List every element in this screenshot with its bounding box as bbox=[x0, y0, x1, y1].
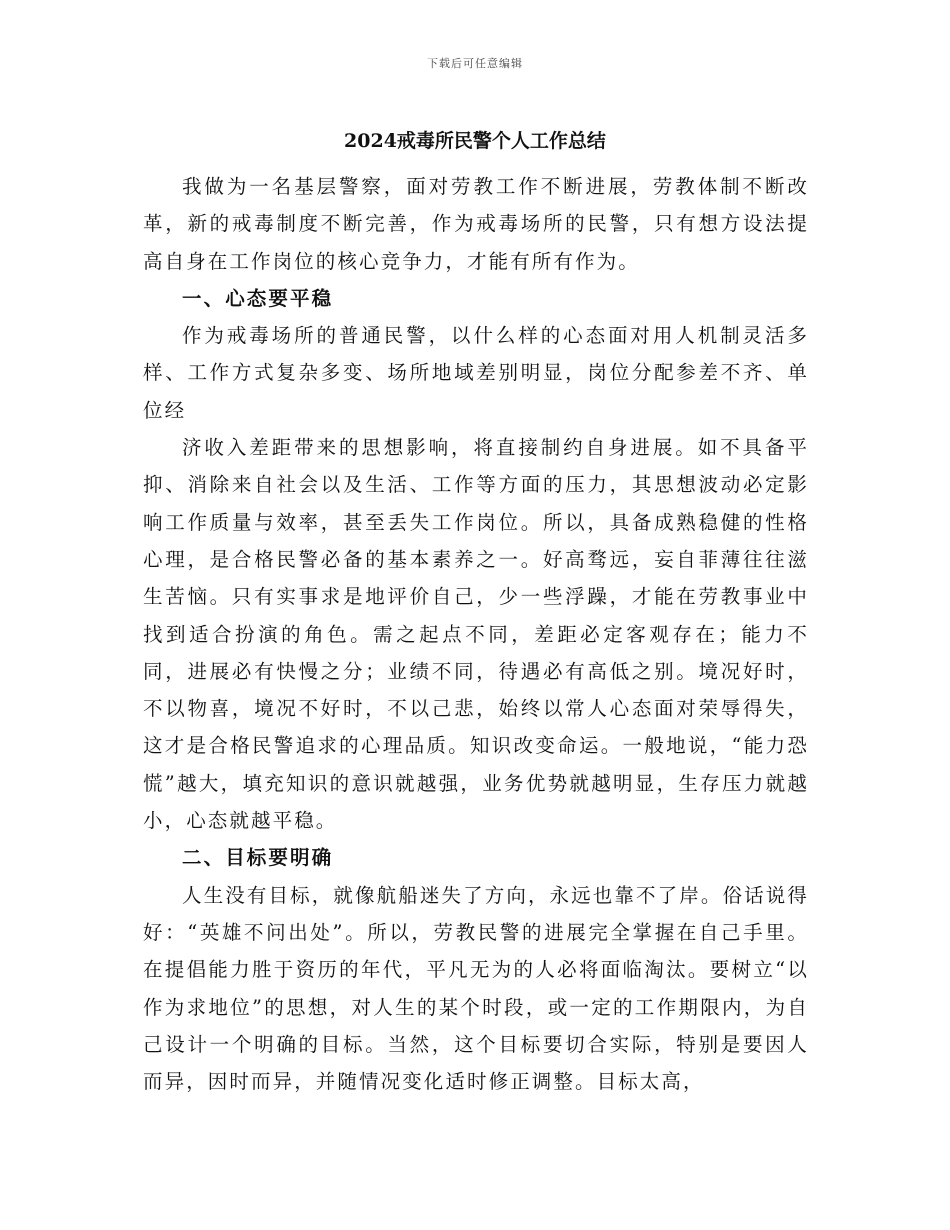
paragraph-2: 人生没有目标，就像航船迷失了方向，永远也靠不了岸。俗话说得好：“英雄不问出处”。所以，劳教民警的进展完全掌握在自己手里。在提倡能力胜于资历的年代，平凡无为的人必将面临淘汰。要树立“以作为求地位”的思想，对人生的某个时段，或一定的工作期限内，为自己设计一个明确的目标。当然，这个目标要切合实际，特别是要因人而异，因时而异，并随情况变化适时修正调整。目标太高， bbox=[143, 883, 809, 1094]
paragraph-1b: 济收入差距带来的思想影响，将直接制约自身进展。如不具备平抑、消除来自社会以及生活、工作等方面的压力，其思想波动必定影响工作质量与效率，甚至丢失工作岗位。所以，具备成熟稳健的性格心理，是合格民警必备的基本素养之一。好高骛远，妄自菲薄往往滋生苦恼。只有实事求是地评价自己，少一些浮躁，才能在劳教事业中找到适合扮演的角色。需之起点不同，差距必定客观存在；能力不同，进展必有快慢之分；业绩不同，待遇必有高低之别。境况好时，不以物喜，境况不好时，不以己悲，始终以常人心态面对荣辱得失，这才是合格民警追求的心理品质。知识改变命运。一般地说，“能力恐慌”越大，填充知识的意识就越强，业务优势就越明显，生存压力就越小，心态就越平稳。 bbox=[143, 436, 809, 833]
paragraph-1a: 作为戒毒场所的普通民警，以什么样的心态面对用人机制灵活多样、工作方式复杂多变、场所地域差别明显，岗位分配参差不齐、单位经 bbox=[143, 324, 809, 422]
header-note: 下载后可任意编辑 bbox=[427, 57, 523, 70]
document-title: 2024戒毒所民警个人工作总结 bbox=[344, 130, 606, 152]
section-heading-1: 一、心态要平稳 bbox=[182, 286, 334, 310]
document-body bbox=[143, 168, 809, 1100]
section-heading-2: 二、目标要明确 bbox=[182, 846, 334, 870]
paragraph-intro: 我做为一名基层警察，面对劳教工作不断进展，劳教体制不断改革，新的戒毒制度不断完善，作为戒毒场所的民警，只有想方设法提高自身在工作岗位的核心竞争力，才能有所有作为。 bbox=[143, 175, 809, 273]
